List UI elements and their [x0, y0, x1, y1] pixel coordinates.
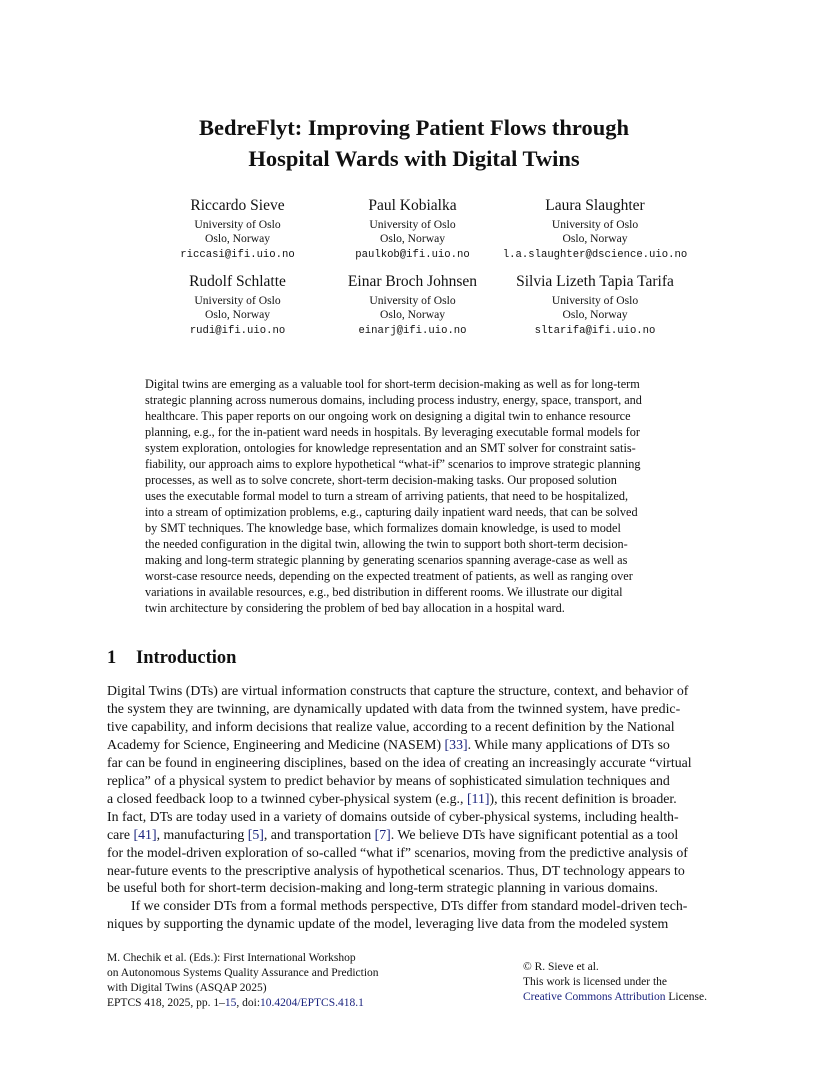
- footer-line: [107, 996, 437, 1011]
- author-affiliation: [500, 218, 690, 245]
- abstract-line: into a stream of optimization problems, e.g., capturing daily inpatient ward needs, that can be solved: [145, 505, 638, 519]
- affiliation-location: Oslo, Norway: [379, 307, 446, 321]
- license-line: [523, 990, 743, 1005]
- abstract-line: twin architecture by considering the problem of bed bay allocation in a hospital ward.: [145, 601, 565, 615]
- affiliation-university: University of Oslo: [369, 218, 456, 231]
- body-line: [107, 736, 722, 754]
- author-block: [500, 272, 690, 338]
- body-line: [107, 790, 722, 808]
- license-footer: [523, 960, 743, 1005]
- abstract-line: fiability, our approach aims to explore hypothetical “what-if” scenarios to improve strategic planning: [145, 457, 641, 471]
- author-affiliation: [150, 218, 325, 245]
- paper-title: [0, 112, 828, 174]
- affiliation-location: Oslo, Norway: [204, 307, 271, 321]
- citation-link[interactable]: [5]: [247, 826, 264, 842]
- abstract-line: Digital twins are emerging as a valuable tool for short-term decision-making as well as for long-term: [145, 377, 640, 391]
- footer-text-span: EPTCS 418, 2025, pp. 1–: [107, 997, 225, 1009]
- body-text-span: a closed feedback loop to a twinned cyber-physical system (e.g.,: [107, 790, 467, 806]
- body-line: In fact, DTs are today used in a variety of domains outside of cyber-physical systems, including health-: [107, 808, 679, 824]
- footer-line: on Autonomous Systems Quality Assurance and Prediction: [107, 967, 379, 979]
- footer-line: with Digital Twins (ASQAP 2025): [107, 982, 267, 994]
- author-affiliation: [150, 294, 325, 321]
- body-text-span: . While many applications of DTs so: [467, 736, 670, 752]
- abstract-line: processes, as well as to solve concrete, short-term decision-making tasks. Our proposed solution: [145, 473, 617, 487]
- body-line: the system they are twinning, are dynamically updated with data from the twinned system, have predic-: [107, 700, 681, 716]
- affiliation-university: University of Oslo: [551, 294, 639, 307]
- affiliation-university: University of Oslo: [194, 218, 281, 231]
- author-block: [325, 196, 500, 262]
- proceedings-footer: [107, 951, 437, 1011]
- author-name: Rudolf Schlatte: [189, 273, 286, 290]
- abstract-line: planning, e.g., for the in-patient ward needs in hospitals. By leveraging executable formal models for: [145, 425, 640, 439]
- body-text-span: Academy for Science, Engineering and Medicine (NASEM): [107, 736, 445, 752]
- citation-link[interactable]: [41]: [133, 826, 157, 842]
- footer-text-span: , doi:: [236, 997, 261, 1009]
- footer-line: M. Chechik et al. (Eds.): First International Workshop: [107, 952, 356, 964]
- affiliation-university: University of Oslo: [369, 294, 456, 307]
- author-block: [150, 196, 325, 262]
- abstract-line: variations in available resources, e.g., bed distribution in different rooms. We illustrate our digital: [145, 585, 623, 599]
- section-title: Introduction: [136, 648, 237, 668]
- abstract-line: healthcare. This paper reports on our ongoing work on designing a digital twin to enhance resource: [145, 409, 631, 423]
- abstract-line: by SMT techniques. The knowledge base, which formalizes domain knowledge, is used to model: [145, 521, 621, 535]
- abstract-line: uses the executable formal model to turn a stream of arriving patients, that need to be hospitalized,: [145, 489, 629, 503]
- abstract-line: making and long-term strategic planning by generating scenarios spanning average-case as well as: [145, 553, 628, 567]
- title-line-2: Hospital Wards with Digital Twins: [248, 146, 580, 171]
- author-email[interactable]: riccasi@ifi.uio.no: [180, 249, 295, 261]
- body-text: [107, 682, 722, 933]
- affiliation-location: Oslo, Norway: [562, 231, 628, 245]
- author-block: [150, 272, 325, 338]
- page-range-link[interactable]: 15: [224, 997, 237, 1009]
- citation-link[interactable]: [33]: [444, 736, 468, 752]
- author-affiliation: [325, 294, 500, 321]
- author-affiliation: [500, 294, 690, 321]
- body-line: Digital Twins (DTs) are virtual information constructs that capture the structure, context, and behavior of: [107, 683, 689, 698]
- author-email[interactable]: rudi@ifi.uio.no: [189, 325, 286, 337]
- author-block: [325, 272, 500, 338]
- abstract-line: system exploration, ontologies for knowledge representation and an SMT solver for constraint satis-: [145, 441, 636, 455]
- affiliation-university: University of Oslo: [551, 218, 639, 231]
- author-name: Silvia Lizeth Tapia Tarifa: [516, 273, 674, 290]
- author-block: [500, 196, 690, 262]
- body-line: [107, 826, 722, 844]
- author-email[interactable]: l.a.slaughter@dscience.uio.no: [502, 249, 688, 261]
- author-name: Einar Broch Johnsen: [347, 273, 478, 290]
- author-name: Laura Slaughter: [545, 197, 645, 214]
- body-line: near-future events to the prescriptive analysis of hypothetical scenarios. Thus, DT technology appears to: [107, 862, 685, 878]
- author-name: Paul Kobialka: [368, 197, 457, 214]
- affiliation-location: Oslo, Norway: [562, 307, 628, 321]
- footer-text-span: License.: [665, 991, 707, 1003]
- author-email[interactable]: sltarifa@ifi.uio.no: [534, 325, 656, 337]
- body-line: replica” of a physical system to predict behavior by means of sophisticated simulation techniques and: [107, 772, 670, 788]
- body-text-span: ), this recent definition is broader.: [489, 790, 677, 806]
- body-line: be useful both for short-term decision-making and long-term strategic planning in various domains.: [107, 880, 658, 896]
- abstract-line: worst-case resource needs, depending on the expected treatment of patients, as well as ranging over: [145, 569, 633, 583]
- title-line-1: BedreFlyt: Improving Patient Flows through: [198, 115, 629, 140]
- abstract: [145, 376, 685, 616]
- body-line: far can be found in engineering disciplines, based on the idea of creating an increasingly accurate “virtual: [107, 754, 692, 770]
- body-text-span: care: [107, 826, 134, 842]
- citation-link[interactable]: [7]: [374, 826, 391, 842]
- doi-link[interactable]: 10.4204/EPTCS.418.1: [260, 997, 364, 1009]
- body-text-span: , and transportation: [263, 826, 375, 842]
- citation-link[interactable]: [11]: [466, 790, 490, 806]
- body-line: for the model-driven exploration of so-called “what if” scenarios, moving from the predictive analysis of: [107, 844, 688, 860]
- section-heading: [107, 646, 236, 670]
- body-text-span: . We believe DTs have significant potential as a tool: [390, 826, 679, 842]
- affiliation-location: Oslo, Norway: [379, 231, 446, 245]
- author-row-1: [150, 196, 690, 262]
- author-row-2: [150, 272, 690, 338]
- abstract-line: the needed configuration in the digital twin, allowing the twin to support both short-term decision-: [145, 537, 628, 551]
- body-line: niques by supporting the dynamic update of the model, leveraging live data from the modeled system: [107, 916, 669, 932]
- author-email[interactable]: paulkob@ifi.uio.no: [355, 249, 470, 261]
- abstract-line: strategic planning across numerous domains, including process industry, energy, space, transport, and: [145, 393, 642, 407]
- body-line: tive capability, and inform decisions that realize value, according to a recent definition by the National: [107, 718, 675, 734]
- body-line: If we consider DTs from a formal methods perspective, DTs differ from standard model-driven tech-: [131, 898, 688, 914]
- copyright-line: © R. Sieve et al.: [523, 961, 599, 973]
- body-text-span: , manufacturing: [156, 826, 248, 842]
- author-email[interactable]: einarj@ifi.uio.no: [358, 325, 467, 337]
- license-line: This work is licensed under the: [523, 976, 668, 988]
- license-link[interactable]: Creative Commons Attribution: [523, 991, 666, 1003]
- affiliation-location: Oslo, Norway: [204, 231, 271, 245]
- author-affiliation: [325, 218, 500, 245]
- section-number: 1: [107, 648, 117, 668]
- author-name: Riccardo Sieve: [190, 197, 285, 214]
- affiliation-university: University of Oslo: [194, 294, 281, 307]
